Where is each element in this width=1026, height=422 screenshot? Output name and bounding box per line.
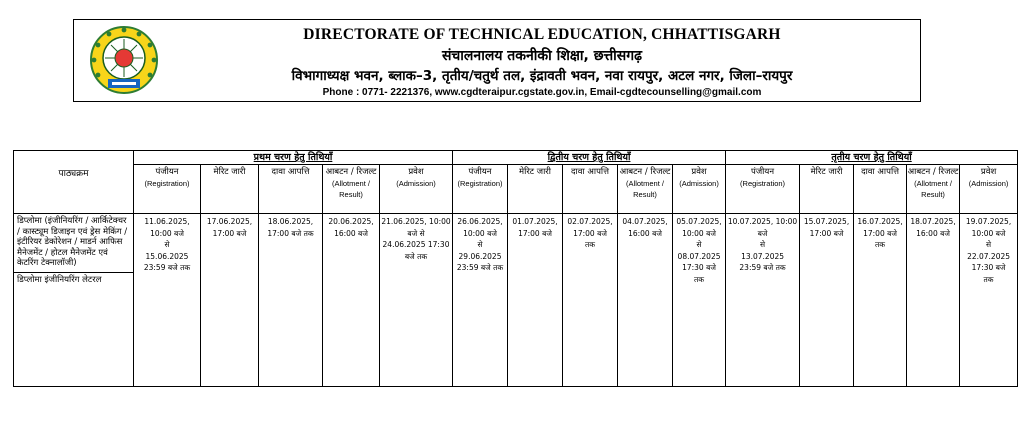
admission-header: प्रवेश (Admission) xyxy=(380,165,453,214)
claim-header: दावा आपत्ति xyxy=(854,165,907,214)
date-line: से xyxy=(986,240,992,249)
date-line: से xyxy=(164,240,170,249)
date-line: 17:00 बजे xyxy=(212,228,247,238)
registration-header: पंजीयन (Registration) xyxy=(726,165,800,214)
date-line: 24.06.2025 17:30 xyxy=(382,240,450,249)
date-line: 16:00 बजे xyxy=(916,228,950,238)
course-diploma: डिप्लोमा (इंजीनियरिंग / आर्किटेक्चर / कास्ट्यूम डिजाइन एवं ड्रेस मेकिंग / इंटीरियर डेकोरेशन / माडर्न आफिस मैनेजमेंट / होटल मैनेजमेंट एवं केटरिंग टेक्नालॉजी) xyxy=(17,216,128,268)
counselling-schedule-table xyxy=(13,150,1018,387)
date-line: 19.07.2025, xyxy=(965,217,1012,226)
org-name-english: DIRECTORATE OF TECHNICAL EDUCATION, CHHATTISGARH xyxy=(303,26,781,43)
phase-3-claim-dates xyxy=(854,214,907,387)
date-line: तक xyxy=(983,274,994,284)
date-line: 15.07.2025, xyxy=(803,217,850,226)
phase-1-claim-dates xyxy=(259,214,323,387)
date-line: 16.07.2025, xyxy=(857,217,903,226)
date-line: बजे तक xyxy=(404,251,428,261)
phase-2-allotment-dates xyxy=(618,214,673,387)
admission-header: प्रवेश (Admission) xyxy=(960,165,1018,214)
phase-1-registration-dates xyxy=(134,214,201,387)
date-line: तक xyxy=(875,240,886,249)
course-cell xyxy=(14,214,134,387)
date-line: बजे से xyxy=(407,228,425,238)
date-line: 23:59 बजे तक xyxy=(143,263,191,272)
date-line: 22.07.2025 xyxy=(967,251,1011,261)
date-line: तक xyxy=(584,240,596,249)
date-line: से xyxy=(477,240,483,249)
phase-1-header: प्रथम चरण हेतु तिथियाँ xyxy=(134,151,453,165)
date-line: 20.06.2025, xyxy=(328,217,374,226)
date-line: 02.07.2025, xyxy=(567,217,613,226)
contact-line: Phone : 0771- 2221376, www.cgdteraipur.cgstate.gov.in, Email-cgdtecounselling@gmail.com xyxy=(322,87,762,98)
date-line: 18.06.2025, xyxy=(267,217,314,226)
merit-header: मेरिट जारी xyxy=(508,165,563,214)
date-line: 10:00 बजे xyxy=(682,228,716,238)
date-line: 17:00 बजे तक xyxy=(267,228,314,238)
date-line: 18.07.2025, xyxy=(910,217,956,226)
date-line: 17:30 बजे xyxy=(971,263,1006,272)
phase-2-admission-dates xyxy=(673,214,726,387)
phase-3-merit-dates xyxy=(800,214,854,387)
merit-header: मेरिट जारी xyxy=(201,165,259,214)
date-line: 21.06.2025, 10:00 xyxy=(381,217,451,226)
phase-1-allotment-dates xyxy=(323,214,380,387)
phase-header-row xyxy=(14,151,1018,165)
allotment-header: आबटन / रिजल्ट (Allotment / Result) xyxy=(323,165,380,214)
date-line: 17.06.2025, xyxy=(206,217,253,226)
date-line: 17:00 बजे xyxy=(573,228,607,238)
admission-header: प्रवेश (Admission) xyxy=(673,165,726,214)
registration-header: पंजीयन (Registration) xyxy=(453,165,508,214)
schedule-data-row xyxy=(14,214,1018,387)
date-line: 17:00 बजे xyxy=(863,228,897,238)
date-line: 08.07.2025 xyxy=(677,251,721,261)
date-line: 10:00 बजे xyxy=(150,228,184,238)
allotment-header: आबटन / रिजल्ट (Allotment / Result) xyxy=(618,165,673,214)
date-line: तक xyxy=(694,274,705,284)
date-line: 17:30 बजे xyxy=(682,263,716,272)
phase-1-admission-dates xyxy=(380,214,453,387)
date-line: 10.07.2025, 10:00 xyxy=(727,217,798,226)
allotment-header: आबटन / रिजल्ट (Allotment / Result) xyxy=(907,165,960,214)
phase-2-merit-dates xyxy=(508,214,563,387)
course-column-header: पाठ्यक्रम xyxy=(14,151,134,214)
date-line: 16:00 बजे xyxy=(334,228,368,238)
date-line: 23:59 बजे तक xyxy=(739,263,786,272)
phase-3-admission-dates xyxy=(960,214,1018,387)
date-line: 04.07.2025, xyxy=(622,217,668,226)
date-line: 17:00 बजे xyxy=(809,228,844,238)
course-diploma-lateral: डिप्लोमा इंजीनियरिंग लेटरल xyxy=(14,272,133,286)
phase-1-merit-dates xyxy=(201,214,259,387)
date-line: 26.06.2025, xyxy=(457,217,503,226)
phase-3-registration-dates xyxy=(726,214,800,387)
date-line: से xyxy=(696,240,702,249)
date-line: 01.07.2025, xyxy=(512,217,558,226)
org-address: विभागाध्यक्ष भवन, ब्लाक–3, तृतीय/चतुर्थ तल, इंद्रावती भवन, नवा रायपुर, अटल नगर, जिला–रायपुर xyxy=(291,68,793,84)
date-line: 10:00 बजे xyxy=(463,228,497,238)
date-line: 29.06.2025 xyxy=(458,251,502,261)
date-line: 13.07.2025 xyxy=(741,251,785,261)
sub-header-row xyxy=(14,165,1018,214)
date-line: 16:00 बजे xyxy=(628,228,662,238)
date-line: 05.07.2025, xyxy=(676,217,722,226)
claim-header: दावा आपत्ति xyxy=(563,165,618,214)
date-line: बजे xyxy=(757,228,768,238)
date-line: 23:59 बजे तक xyxy=(456,263,504,272)
phase-3-allotment-dates xyxy=(907,214,960,387)
org-name-hindi: संचालनालय तकनीकी शिक्षा, छत्तीसगढ़ xyxy=(441,48,643,64)
registration-header: पंजीयन (Registration) xyxy=(134,165,201,214)
merit-header: मेरिट जारी xyxy=(800,165,854,214)
phase-2-header: द्वितीय चरण हेतु तिथियाँ xyxy=(453,151,726,165)
letterhead xyxy=(73,19,921,102)
date-line: 15.06.2025 xyxy=(145,251,189,261)
date-line: से xyxy=(760,240,766,249)
claim-header: दावा आपत्ति xyxy=(259,165,323,214)
date-line: 17:00 बजे xyxy=(518,228,552,238)
date-line: 11.06.2025, xyxy=(144,217,190,226)
date-line: 10:00 बजे xyxy=(971,228,1006,238)
phase-2-claim-dates xyxy=(563,214,618,387)
phase-3-header: तृतीय चरण हेतु तिथियाँ xyxy=(726,151,1018,165)
phase-2-registration-dates xyxy=(453,214,508,387)
